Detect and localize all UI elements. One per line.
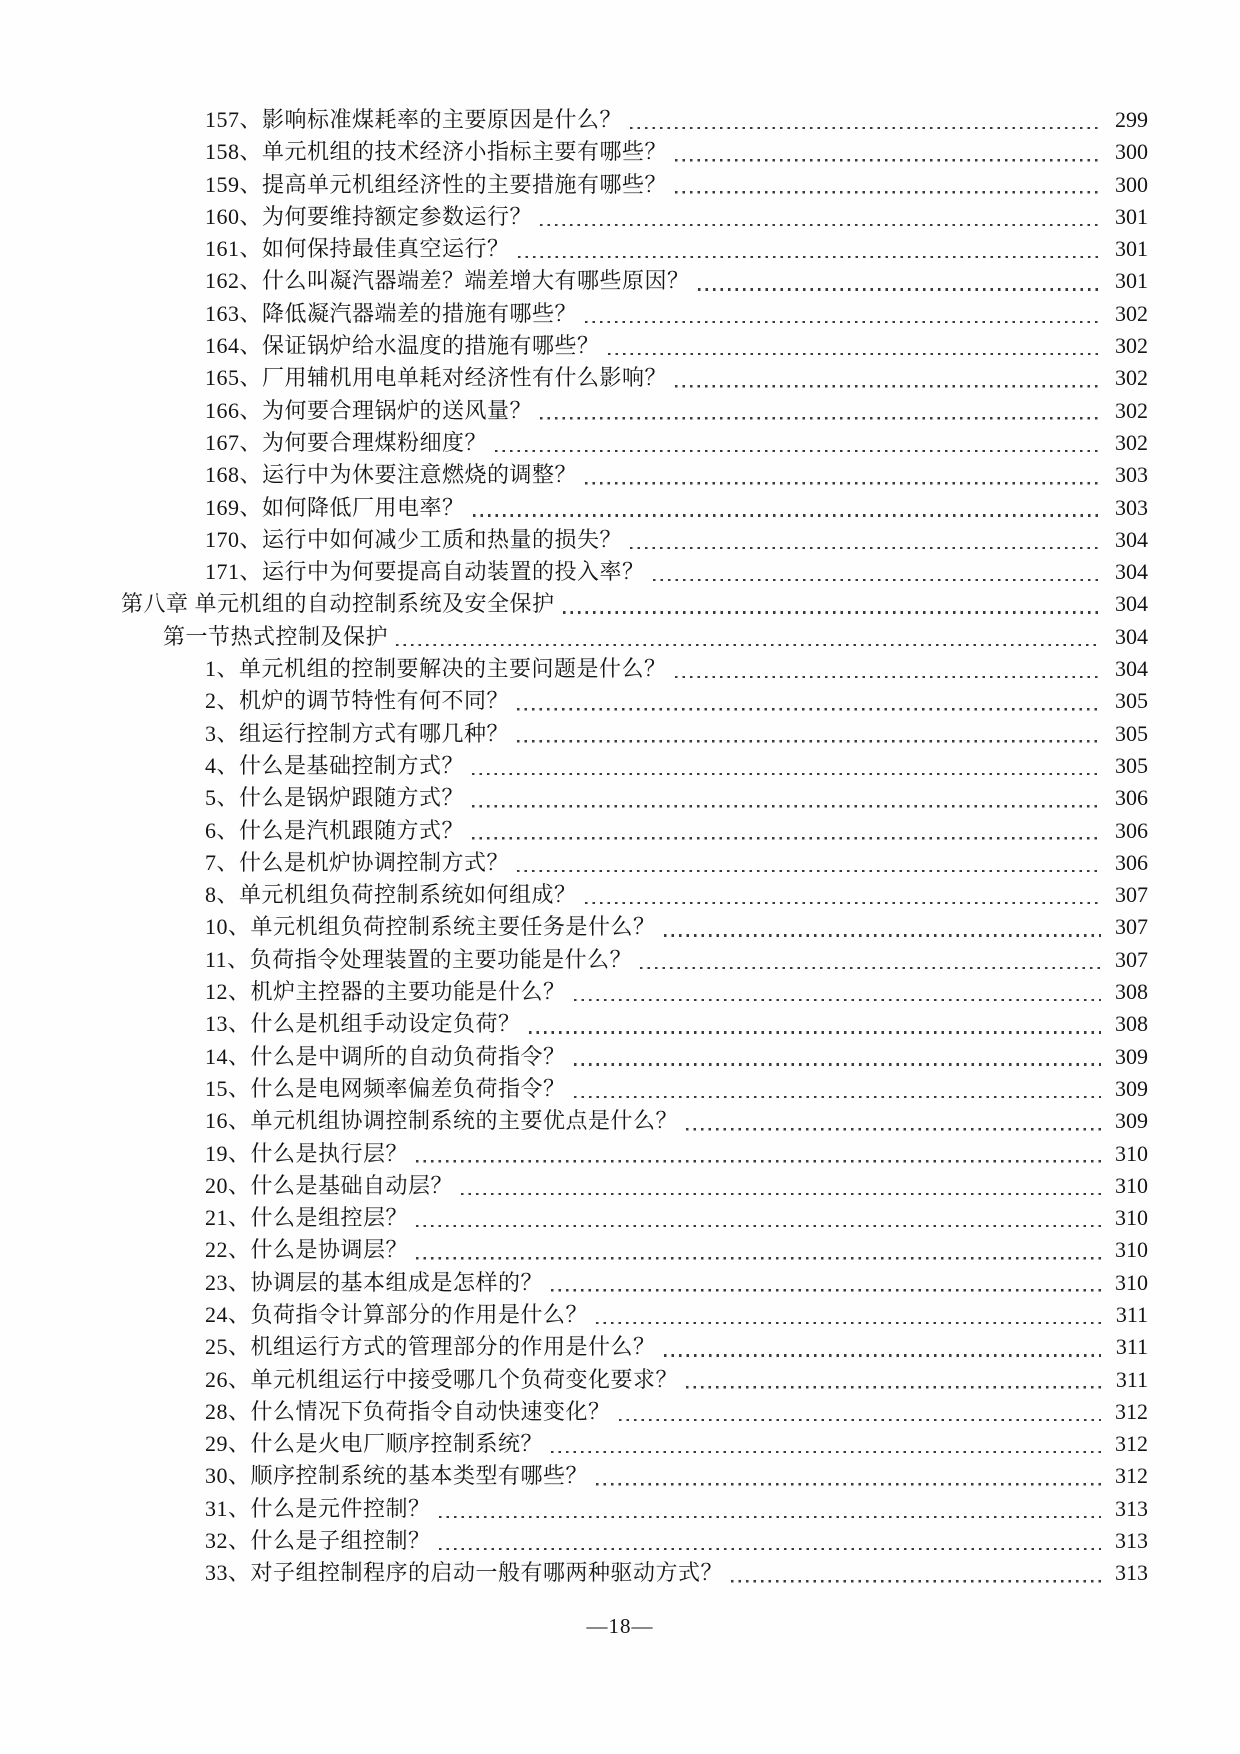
dot-leader: [551, 1289, 1101, 1292]
toc-entry-label: 29、什么是火电厂顺序控制系统？: [205, 1431, 544, 1457]
toc-row: [121, 1331, 1148, 1363]
toc-entry-page: 306: [1115, 817, 1148, 843]
toc-entry-label: 162、什么叫凝汽器端差？端差增大有哪些原因？: [205, 268, 690, 294]
toc-entry-label: 163、降低凝汽器端差的措施有哪些？: [205, 300, 578, 326]
dot-leader: [540, 417, 1101, 420]
toc-entry-label: 8、单元机组负荷控制系统如何组成？: [205, 882, 577, 908]
toc-entry-page: 312: [1115, 1431, 1148, 1457]
dot-leader: [563, 611, 1101, 614]
toc-entry-label: 4、什么是基础控制方式？: [205, 752, 465, 778]
toc-row: [121, 556, 1148, 588]
toc-row: [121, 1105, 1148, 1137]
toc-entry-label: 31、什么是元件控制？: [205, 1495, 431, 1521]
toc-entry-page: 313: [1115, 1528, 1148, 1554]
toc-entry-page: 300: [1115, 171, 1148, 197]
toc-row: [121, 1073, 1148, 1105]
dot-leader: [675, 191, 1101, 194]
toc-entry-page: 305: [1115, 720, 1148, 746]
dot-leader: [472, 805, 1101, 808]
dot-leader: [517, 869, 1101, 872]
dot-leader: [495, 449, 1101, 452]
toc-entry-page: 311: [1115, 1301, 1148, 1327]
toc-entry-page: 301: [1115, 236, 1148, 262]
dot-leader: [585, 901, 1101, 904]
toc-row: [121, 1234, 1148, 1266]
dot-leader: [698, 288, 1101, 291]
toc-entry-page: 308: [1115, 979, 1148, 1005]
toc-row: [121, 879, 1148, 911]
dot-leader: [664, 934, 1101, 937]
toc-entry-page: 307: [1115, 914, 1148, 940]
toc-entry-label: 3、组运行控制方式有哪几种？: [205, 720, 510, 746]
dot-leader: [640, 966, 1101, 969]
toc-entry-page: 302: [1115, 429, 1148, 455]
dot-leader: [416, 1224, 1101, 1227]
toc-entry-label: 10、单元机组负荷控制系统主要任务是什么？: [205, 914, 656, 940]
toc-row: [121, 621, 1148, 653]
toc-row: [121, 685, 1148, 717]
dot-leader: [653, 578, 1101, 581]
dot-leader: [396, 643, 1101, 646]
toc-row: [121, 1460, 1148, 1492]
toc-entry-page: 306: [1115, 785, 1148, 811]
toc-entry-label: 169、如何降低厂用电率？: [205, 494, 465, 520]
toc-entry-label: 160、为何要维持额定参数运行？: [205, 203, 533, 229]
toc-entry-page: 299: [1115, 107, 1148, 132]
dot-leader: [686, 1386, 1101, 1389]
toc-entry-label: 170、运行中如何减少工质和热量的损失？: [205, 526, 623, 552]
toc-row: [121, 1008, 1148, 1040]
toc-row: [121, 395, 1148, 427]
toc-entry-label: 171、运行中为何要提高自动装置的投入率？: [205, 559, 645, 585]
dot-leader: [574, 1063, 1101, 1066]
toc-row: [121, 718, 1148, 750]
toc-row: [121, 1138, 1148, 1170]
toc-entry-label: 30、顺序控制系统的基本类型有哪些？: [205, 1463, 589, 1489]
dot-leader: [540, 223, 1101, 226]
toc-entry-page: 302: [1115, 333, 1148, 359]
dot-leader: [472, 837, 1101, 840]
toc-entry-page: 310: [1115, 1205, 1148, 1231]
toc-entry-label: 21、什么是组控层？: [205, 1205, 409, 1231]
toc-entry-page: 302: [1115, 365, 1148, 391]
dot-leader: [574, 998, 1101, 1001]
toc-entry-label: 2、机炉的调节特性有何不同？: [205, 688, 510, 714]
toc-row: [121, 1493, 1148, 1525]
toc-row: [121, 1299, 1148, 1331]
dot-leader: [585, 482, 1101, 485]
toc-row: [121, 815, 1148, 847]
toc-entry-label: 19、什么是执行层？: [205, 1140, 409, 1166]
toc-row: [121, 362, 1148, 394]
toc-entry-page: 304: [1115, 526, 1148, 552]
toc-row: [121, 847, 1148, 879]
toc-entry-label: 32、什么是子组控制？: [205, 1528, 431, 1554]
toc-entry-label: 164、保证锅炉给水温度的措施有哪些？: [205, 333, 600, 359]
dot-leader: [675, 385, 1101, 388]
dot-leader: [517, 708, 1101, 711]
toc-row: [121, 459, 1148, 491]
toc-entry-page: 304: [1115, 559, 1148, 585]
toc-row: [121, 427, 1148, 459]
toc-row: [121, 298, 1148, 330]
toc-row: [121, 136, 1148, 168]
toc-entry-page: 308: [1115, 1011, 1148, 1037]
toc-entry-label: 11、负荷指令处理装置的主要功能是什么？: [205, 946, 633, 972]
toc-row: [121, 1557, 1148, 1589]
toc-row: [121, 1525, 1148, 1557]
toc-row: [121, 588, 1148, 620]
dot-leader: [596, 1321, 1101, 1324]
toc-row: [121, 1428, 1148, 1460]
toc-entry-label: 161、如何保持最佳真空运行？: [205, 236, 510, 262]
dot-leader: [461, 1192, 1101, 1195]
dot-leader: [551, 1450, 1101, 1453]
dot-leader: [675, 159, 1101, 162]
dot-leader: [439, 1515, 1101, 1518]
toc-entry-page: 302: [1115, 397, 1148, 423]
toc-entry-label: 26、单元机组运行中接受哪几个负荷变化要求？: [205, 1366, 679, 1392]
toc-entry-page: 310: [1115, 1269, 1148, 1295]
toc-entry-page: 312: [1115, 1463, 1148, 1489]
toc-row: [121, 1202, 1148, 1234]
toc-entry-page: 310: [1115, 1237, 1148, 1263]
toc-entry-page: 311: [1115, 1366, 1148, 1392]
toc-entry-page: 301: [1115, 268, 1148, 294]
toc-entry-label: 第一节热式控制及保护: [163, 623, 389, 649]
dot-leader: [439, 1547, 1101, 1550]
toc-row: [121, 524, 1148, 556]
toc-entry-page: 303: [1115, 462, 1148, 488]
toc-entry-page: 313: [1115, 1560, 1148, 1586]
toc-entry-page: 304: [1115, 623, 1148, 649]
toc-entry-label: 25、机组运行方式的管理部分的作用是什么？: [205, 1334, 656, 1360]
toc-entry-label: 159、提高单元机组经济性的主要措施有哪些？: [205, 171, 668, 197]
toc-entry-label: 166、为何要合理锅炉的送风量？: [205, 397, 533, 423]
toc-row: [121, 169, 1148, 201]
toc-entry-label: 23、协调层的基本组成是怎样的？: [205, 1269, 544, 1295]
dot-leader: [416, 1160, 1101, 1163]
dot-leader: [686, 1128, 1101, 1131]
toc-entry-label: 20、什么是基础自动层？: [205, 1172, 454, 1198]
toc-row: [121, 330, 1148, 362]
toc-row: [121, 265, 1148, 297]
toc-row: [121, 1267, 1148, 1299]
toc-row: [121, 782, 1148, 814]
toc-entry-page: 307: [1115, 882, 1148, 908]
toc-row: [121, 976, 1148, 1008]
toc-entry-label: 15、什么是电网频率偏差负荷指令？: [205, 1075, 566, 1101]
dot-leader: [585, 320, 1101, 323]
toc-entry-page: 303: [1115, 494, 1148, 520]
toc-entry-page: 313: [1115, 1495, 1148, 1521]
dot-leader: [472, 772, 1101, 775]
toc-entry-label: 14、什么是中调所的自动负荷指令？: [205, 1043, 566, 1069]
toc-row: [121, 104, 1148, 136]
toc-entry-page: 304: [1115, 656, 1148, 682]
toc-entry-page: 309: [1115, 1043, 1148, 1069]
toc-entry-label: 33、对子组控制程序的启动一般有哪两种驱动方式？: [205, 1560, 724, 1586]
toc-entry-page: 301: [1115, 203, 1148, 229]
toc-row: [121, 750, 1148, 782]
toc-entry-page: 300: [1115, 139, 1148, 165]
dot-leader: [517, 740, 1101, 743]
toc-row: [121, 653, 1148, 685]
dot-leader: [664, 1354, 1101, 1357]
toc-row: [121, 233, 1148, 265]
toc-row: [121, 1170, 1148, 1202]
toc-entry-page: 305: [1115, 688, 1148, 714]
toc-entry-page: 307: [1115, 946, 1148, 972]
dot-leader: [630, 126, 1101, 129]
toc-entry-label: 12、机炉主控器的主要功能是什么？: [205, 979, 566, 1005]
toc-entry-label: 5、什么是锅炉跟随方式？: [205, 785, 465, 811]
toc-entry-page: 302: [1115, 300, 1148, 326]
toc-entry-label: 6、什么是汽机跟随方式？: [205, 817, 465, 843]
toc-row: [121, 1364, 1148, 1396]
toc-entry-page: 305: [1115, 752, 1148, 778]
dot-leader: [596, 1483, 1101, 1486]
toc-entry-label: 22、什么是协调层？: [205, 1237, 409, 1263]
dot-leader: [518, 255, 1101, 258]
page-footer: —18—: [586, 1613, 654, 1638]
dot-leader: [473, 514, 1101, 517]
toc-entry-label: 1、单元机组的控制要解决的主要问题是什么？: [205, 656, 667, 682]
toc-row: [121, 911, 1148, 943]
dot-leader: [416, 1257, 1101, 1260]
dot-leader: [731, 1580, 1101, 1583]
dot-leader: [608, 352, 1101, 355]
toc-row: [121, 201, 1148, 233]
toc-row: [121, 944, 1148, 976]
toc-entry-page: 310: [1115, 1140, 1148, 1166]
dot-leader: [630, 546, 1101, 549]
toc-entry-label: 165、厂用辅机用电单耗对经济性有什么影响？: [205, 365, 668, 391]
toc-entry-page: 304: [1115, 591, 1148, 617]
toc-entry-label: 7、什么是机炉协调控制方式？: [205, 849, 510, 875]
toc-entry-label: 13、什么是机组手动设定负荷？: [205, 1011, 521, 1037]
toc-entry-page: 310: [1115, 1172, 1148, 1198]
toc-entry-label: 16、单元机组协调控制系统的主要优点是什么？: [205, 1108, 679, 1134]
toc-entry-label: 24、负荷指令计算部分的作用是什么？: [205, 1301, 589, 1327]
dot-leader: [619, 1418, 1101, 1421]
toc-entry-page: 311: [1115, 1334, 1148, 1360]
dot-leader: [574, 1095, 1101, 1098]
toc-entry-label: 第八章 单元机组的自动控制系统及安全保护: [121, 591, 555, 617]
toc-entry-page: 312: [1115, 1398, 1148, 1424]
toc-entry-label: 28、什么情况下负荷指令自动快速变化？: [205, 1398, 611, 1424]
toc-entry-label: 157、影响标准煤耗率的主要原因是什么？: [205, 107, 623, 132]
toc-entry-page: 309: [1115, 1075, 1148, 1101]
dot-leader: [529, 1031, 1101, 1034]
toc-entry-page: 306: [1115, 849, 1148, 875]
toc-entry-label: 167、为何要合理煤粉细度？: [205, 429, 488, 455]
toc-row: [121, 492, 1148, 524]
toc-entry-label: 168、运行中为休要注意燃烧的调整？: [205, 462, 578, 488]
toc-row: [121, 1041, 1148, 1073]
dot-leader: [675, 675, 1101, 678]
toc-entry-page: 309: [1115, 1108, 1148, 1134]
toc-row: [121, 1396, 1148, 1428]
toc-entry-label: 158、单元机组的技术经济小指标主要有哪些？: [205, 139, 668, 165]
